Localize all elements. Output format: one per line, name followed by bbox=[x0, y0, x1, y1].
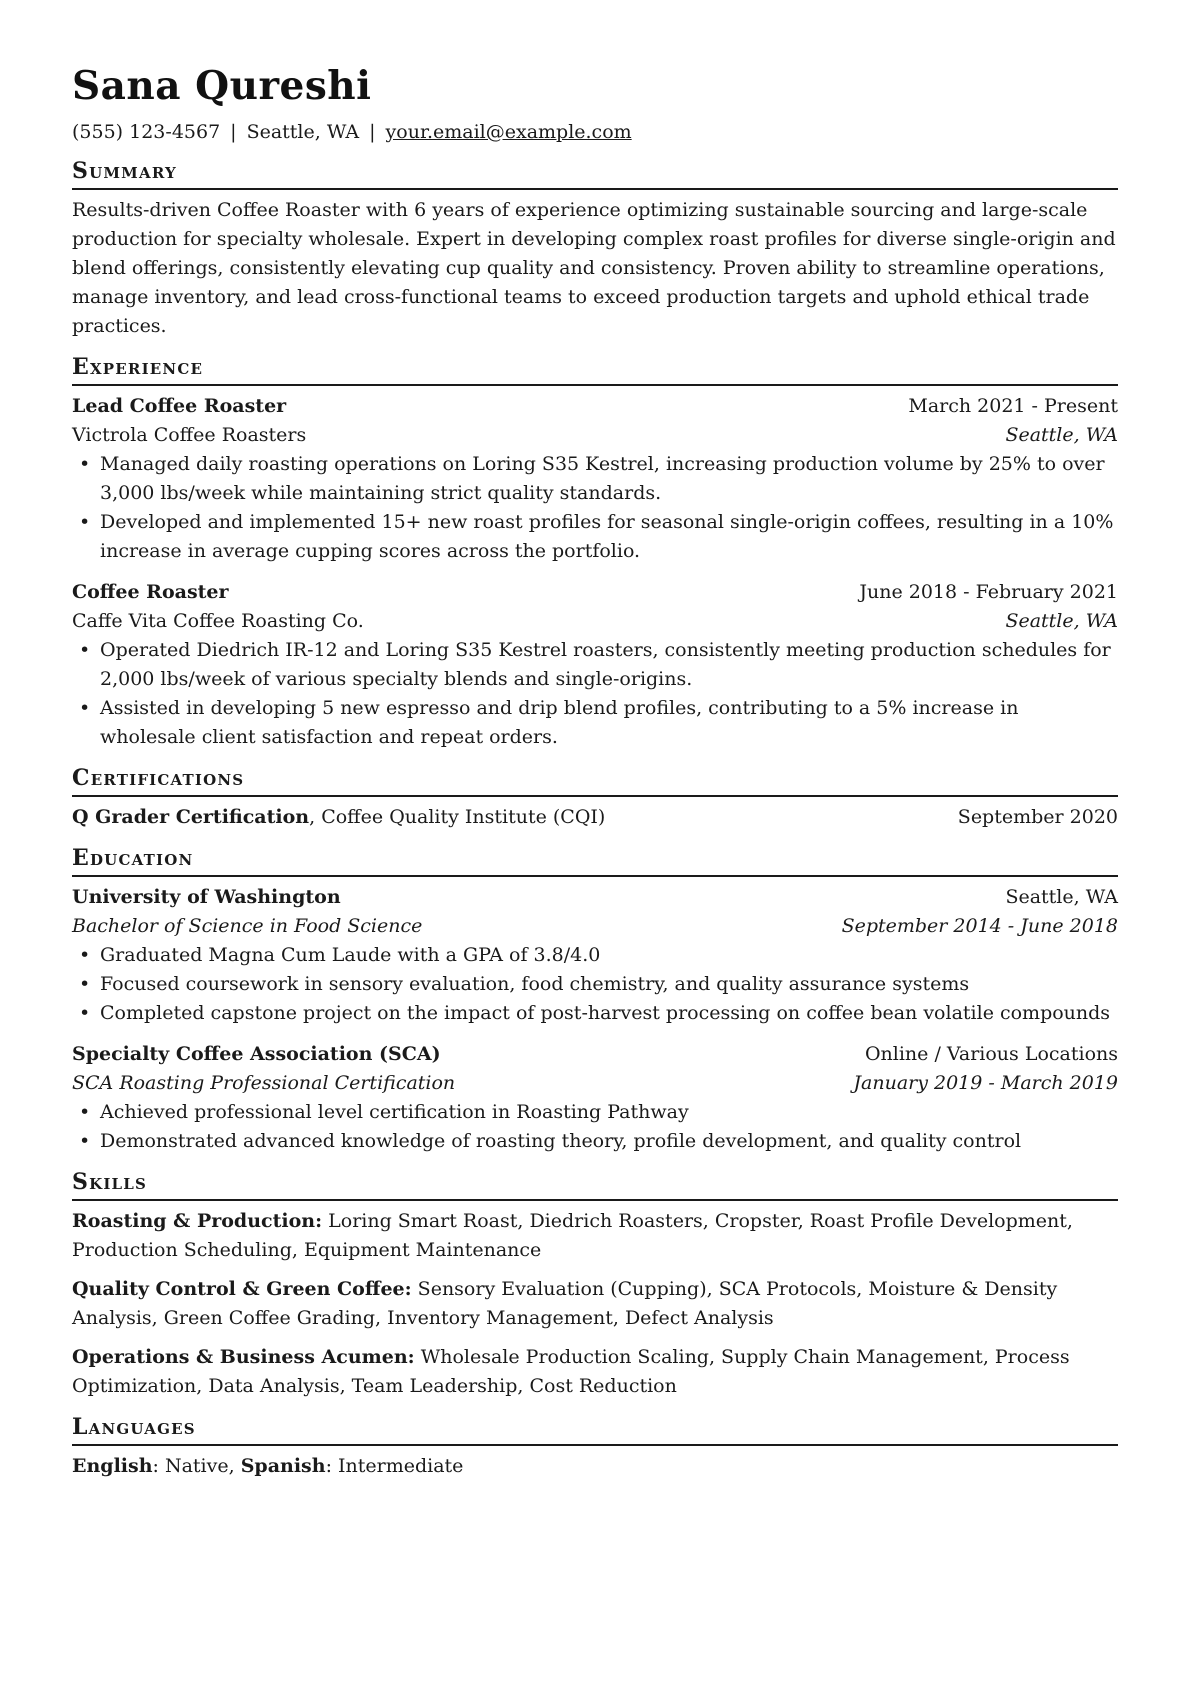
language-name: Spanish bbox=[240, 1455, 326, 1477]
job-role: Lead Coffee Roaster bbox=[72, 395, 287, 417]
job-dates: June 2018 - February 2021 bbox=[859, 581, 1118, 603]
certification-issuer: , Coffee Quality Institute (CQI) bbox=[309, 806, 606, 828]
email-link[interactable]: your.email@example.com bbox=[385, 121, 632, 143]
language-level: : Intermediate bbox=[325, 1455, 464, 1477]
education-dates: January 2019 - March 2019 bbox=[853, 1072, 1118, 1094]
skill-group-text: Sensory Evaluation (Cupping), SCA Protocols, Moisture & Density Analysis, Green Coffee Grading, Inventory Management, Defect Analysis bbox=[72, 1278, 1058, 1329]
job-company: Victrola Coffee Roasters bbox=[72, 424, 307, 446]
experience-entry bbox=[72, 578, 1118, 752]
section-title-experience: Experience bbox=[72, 354, 1118, 386]
skill-group bbox=[72, 1275, 1118, 1333]
degree: SCA Roasting Professional Certification bbox=[72, 1072, 456, 1094]
contact-separator: | bbox=[369, 121, 376, 143]
contact-separator: | bbox=[230, 121, 237, 143]
school-location: Online / Various Locations bbox=[864, 1043, 1118, 1065]
school-name: Specialty Coffee Association (SCA) bbox=[72, 1043, 441, 1065]
education-dates: September 2014 - June 2018 bbox=[841, 915, 1118, 937]
section-title-languages: Languages bbox=[72, 1414, 1118, 1446]
job-company: Caffe Vita Coffee Roasting Co. bbox=[72, 610, 364, 632]
bullet-item: • Completed capstone project on the impact of post-harvest processing on coffee bean volatile compounds bbox=[72, 999, 1118, 1028]
bullet-item: • Demonstrated advanced knowledge of roasting theory, profile development, and quality control bbox=[72, 1127, 1118, 1156]
bullet-item: • Assisted in developing 5 new espresso and drip blend profiles, contributing to a 5% increase in wholesale client satisfaction and repeat orders. bbox=[72, 694, 1118, 752]
experience-entry bbox=[72, 392, 1118, 566]
education-bullets bbox=[72, 941, 1118, 1028]
school-name: University of Washington bbox=[72, 886, 341, 908]
skill-group-label: Quality Control & Green Coffee: bbox=[72, 1278, 412, 1300]
bullet-item: • Achieved professional level certification in Roasting Pathway bbox=[72, 1098, 1118, 1127]
certification-date: September 2020 bbox=[957, 806, 1118, 828]
education-entry bbox=[72, 883, 1118, 1028]
summary-text: Results-driven Coffee Roaster with 6 years of experience optimizing sustainable sourcing and large-scale production for specialty wholesale. Expert in developing complex roast profiles for diverse single-origin and blend offerings, consistently elevating cup quality and consistency. Proven ability to streamline operations, manage inventory, and lead cross-functional teams to exceed production targets and uphold ethical trade practices. bbox=[72, 199, 1116, 337]
skill-group bbox=[72, 1207, 1118, 1265]
bullet-item: • Managed daily roasting operations on Loring S35 Kestrel, increasing production volume by 25% to over 3,000 lbs/week while maintaining strict quality standards. bbox=[72, 450, 1118, 508]
education-bullets bbox=[72, 1098, 1118, 1156]
location: Seattle, WA bbox=[246, 121, 360, 143]
job-dates: March 2021 - Present bbox=[908, 395, 1118, 417]
skill-group-text: Loring Smart Roast, Diedrich Roasters, Cropster, Roast Profile Development, Production Scheduling, Equipment Maintenance bbox=[72, 1210, 1073, 1261]
job-bullets bbox=[72, 450, 1118, 566]
job-location: Seattle, WA bbox=[1005, 424, 1118, 446]
phone-number: (555) 123-4567 bbox=[72, 121, 221, 143]
languages-line bbox=[72, 1452, 1118, 1481]
contact-line bbox=[72, 119, 1118, 145]
job-location: Seattle, WA bbox=[1005, 610, 1118, 632]
section-title-education: Education bbox=[72, 845, 1118, 877]
section-title-certifications: Certifications bbox=[72, 765, 1118, 797]
skill-group-label: Operations & Business Acumen: bbox=[72, 1346, 415, 1368]
job-bullets bbox=[72, 636, 1118, 752]
section-title-summary: Summary bbox=[72, 158, 1118, 190]
skill-group bbox=[72, 1343, 1118, 1401]
language-level: : Native, bbox=[152, 1455, 241, 1477]
job-role: Coffee Roaster bbox=[72, 581, 229, 603]
certification-entry bbox=[72, 803, 1118, 832]
school-location: Seattle, WA bbox=[1005, 886, 1118, 908]
degree: Bachelor of Science in Food Science bbox=[72, 915, 423, 937]
skill-group-label: Roasting & Production: bbox=[72, 1210, 323, 1232]
education-entry bbox=[72, 1040, 1118, 1156]
bullet-item: • Developed and implemented 15+ new roast profiles for seasonal single-origin coffees, resulting in a 10% increase in average cupping scores across the portfolio. bbox=[72, 508, 1118, 566]
section-title-skills: Skills bbox=[72, 1169, 1118, 1201]
bullet-item: • Graduated Magna Cum Laude with a GPA of 3.8/4.0 bbox=[72, 941, 1118, 970]
certification-name: Q Grader Certification bbox=[72, 806, 310, 828]
skill-group-text: Wholesale Production Scaling, Supply Chain Management, Process Optimization, Data Analysis, Team Leadership, Cost Reduction bbox=[72, 1346, 1070, 1397]
bullet-item: • Focused coursework in sensory evaluation, food chemistry, and quality assurance systems bbox=[72, 970, 1118, 999]
bullet-item: • Operated Diedrich IR-12 and Loring S35 Kestrel roasters, consistently meeting production schedules for 2,000 lbs/week of various specialty blends and single-origins. bbox=[72, 636, 1118, 694]
candidate-name: Sana Qureshi bbox=[72, 63, 372, 109]
language-name: English bbox=[72, 1455, 153, 1477]
